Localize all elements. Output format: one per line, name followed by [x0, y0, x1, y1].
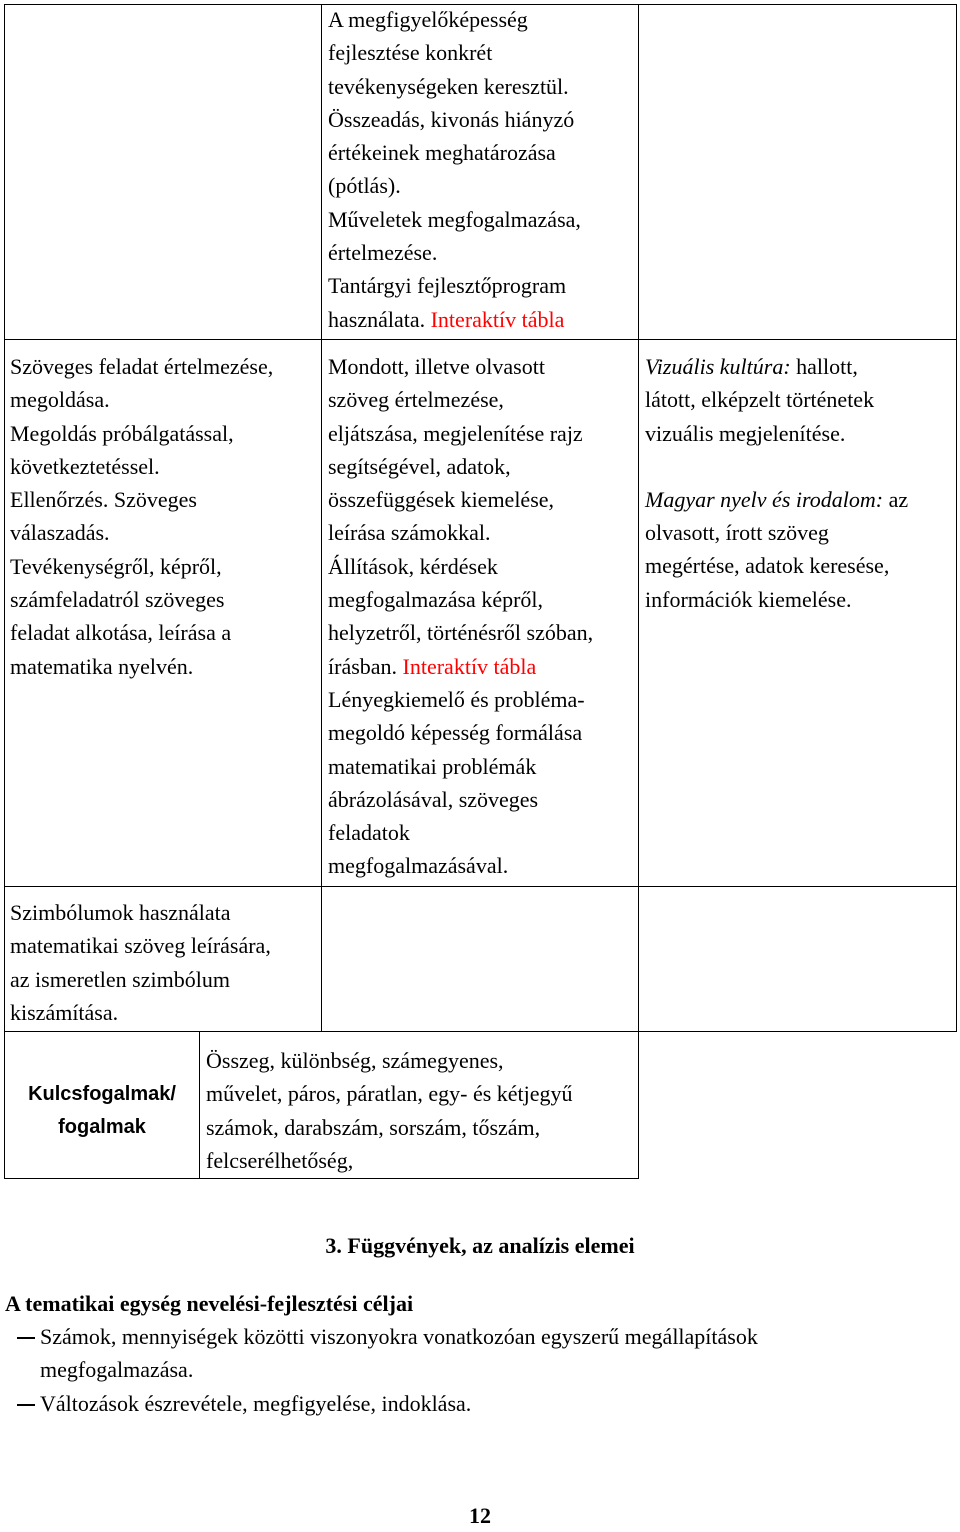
- kulcsfogalmak-label: [5, 1078, 199, 1144]
- goal-item: [40, 1320, 758, 1387]
- magyar-line: olvasott, írott szöveg: [645, 520, 829, 546]
- row2-col1-line: feladat alkotása, leírása a: [10, 620, 232, 646]
- row1-line: A megfigyelőképesség: [328, 7, 528, 32]
- vizualis-line: látott, elképzelt történetek: [645, 387, 875, 413]
- row2-col1-line: Tevékenységről, képről,: [10, 553, 222, 579]
- row1-development-cell: [328, 3, 581, 336]
- kulcs-content-line: felcserélhetőség,: [206, 1147, 354, 1173]
- kulcs-row-bottom-border: [4, 1178, 639, 1179]
- row2-col2-line: megfogalmazásával.: [328, 853, 509, 879]
- row3-bottom-border: [4, 1031, 957, 1032]
- row2-bottom-border: [4, 886, 957, 887]
- row1-line: (pótlás).: [328, 173, 401, 199]
- row2-col1-line: válaszadás.: [10, 520, 110, 546]
- row2-col1-line: megoldása.: [10, 387, 110, 413]
- row2-col2-line: ábrázolásával, szöveges: [328, 786, 539, 812]
- bullet-dash: [17, 1337, 35, 1339]
- row2-col2-line: megfogalmazása képről,: [328, 587, 544, 613]
- magyar-text: az: [888, 486, 909, 512]
- vizualis-label: Vizuális kultúra:: [645, 354, 791, 379]
- magyar-line: [645, 483, 908, 516]
- table-right-border: [956, 4, 957, 1032]
- page-number: 12: [469, 1503, 491, 1528]
- row2-topic-cell: [10, 350, 273, 683]
- row2-col2-line: Mondott, illetve olvasott: [328, 354, 545, 379]
- row3-col1-line: az ismeretlen szimbólum: [10, 966, 230, 992]
- row2-col1-line: Szöveges feladat értelmezése,: [10, 354, 274, 379]
- vizualis-line: [645, 350, 908, 383]
- row1-line: Műveletek megfogalmazása,: [328, 206, 581, 232]
- row2-col2-line: megoldó képesség formálása: [328, 720, 583, 746]
- row2-irasban: írásban.: [328, 653, 398, 679]
- row2-col1-line: Megoldás próbálgatással,: [10, 420, 234, 446]
- kulcs-content-line: számok, darabszám, sorszám, tőszám,: [206, 1114, 541, 1140]
- kulcs-content-line: Összeg, különbség, számegyenes,: [206, 1048, 504, 1073]
- row2-col1-line: következtetéssel.: [10, 453, 160, 479]
- row1-line: tevékenységeken keresztül.: [328, 73, 569, 99]
- goal-line: megfogalmazása.: [40, 1357, 194, 1383]
- col1-right-border: [321, 4, 322, 1032]
- spacer: [645, 450, 908, 483]
- row1-bottom-border: [4, 339, 957, 340]
- kulcsfogalmak-content: [206, 1044, 573, 1177]
- col2-right-border: [638, 4, 639, 1179]
- goal-line: Változások észrevétele, megfigyelése, indoklása.: [40, 1391, 472, 1416]
- vizualis-text: hallott,: [796, 354, 858, 379]
- bullet-dash: [17, 1404, 35, 1406]
- row1-line: fejlesztése konkrét: [328, 40, 493, 66]
- row2-col2-line: összefüggések kiemelése,: [328, 487, 555, 513]
- row1-line: Tantárgyi fejlesztőprogram: [328, 273, 567, 299]
- vizualis-line: vizuális megjelenítése.: [645, 420, 846, 446]
- row1-line: értelmezése.: [328, 240, 438, 266]
- kulcs-content-line: művelet, páros, páratlan, egy- és kétjegyű: [206, 1081, 573, 1107]
- interactive-board-link[interactable]: Interaktív tábla: [430, 306, 565, 332]
- row2-col1-line: matematika nyelvén.: [10, 653, 194, 679]
- row2-col2-line: helyzetről, történésről szóban,: [328, 620, 594, 646]
- row2-col2-line: eljátszása, megjelenítése rajz: [328, 420, 583, 446]
- row1-line: Összeadás, kivonás hiányzó: [328, 106, 575, 132]
- magyar-label: Magyar nyelv és irodalom:: [645, 486, 884, 512]
- kulcs-label-line: Kulcsfogalmak/: [28, 1083, 176, 1105]
- row3-col1-line: matematikai szöveg leírására,: [10, 933, 271, 959]
- goals-title: A tematikai egység nevelési-fejlesztési céljai: [5, 1291, 414, 1316]
- row2-col2-line: szöveg értelmezése,: [328, 387, 504, 413]
- row2-development-cell: [328, 350, 593, 883]
- row2-col2-line: matematikai problémák: [328, 753, 537, 779]
- row2-links-cell: [645, 350, 908, 616]
- row2-col2-line: feladatok: [328, 820, 410, 846]
- row2-col2-line: leírása számokkal.: [328, 520, 491, 546]
- row3-col1-line: Szimbólumok használata: [10, 900, 231, 925]
- goal-line: Számok, mennyiségek közötti viszonyokra vonatkozóan egyszerű megállapítások: [40, 1324, 758, 1349]
- row2-col2-line: Lényegkiemelő és probléma-: [328, 686, 585, 712]
- row1-hasznalata: használata.: [328, 306, 426, 332]
- magyar-line: információk kiemelése.: [645, 586, 852, 612]
- row3-topic-cell: [10, 896, 271, 1029]
- section-heading: 3. Függvények, az analízis elemei: [325, 1233, 635, 1258]
- row3-col1-line: kiszámítása.: [10, 999, 119, 1025]
- interactive-board-link[interactable]: Interaktív tábla: [402, 653, 537, 679]
- row2-col2-line: [328, 650, 593, 683]
- row2-col2-line: Állítások, kérdések: [328, 553, 498, 579]
- row2-col1-line: Ellenőrzés. Szöveges: [10, 487, 197, 513]
- table-left-border: [4, 4, 5, 1179]
- kulcs-label-right-border: [199, 1031, 200, 1179]
- row2-col2-line: segítségével, adatok,: [328, 453, 511, 479]
- goal-item: [40, 1387, 471, 1420]
- row2-col1-line: számfeladatról szöveges: [10, 587, 225, 613]
- row1-line: értékeinek meghatározása: [328, 140, 556, 166]
- kulcs-label-line: fogalmak: [58, 1116, 146, 1138]
- row1-line: [328, 303, 581, 336]
- magyar-line: megértése, adatok keresése,: [645, 553, 890, 579]
